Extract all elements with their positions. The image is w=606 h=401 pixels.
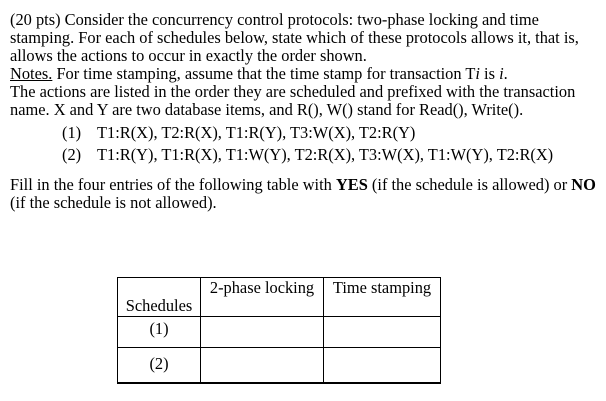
row-label: (2) (149, 354, 169, 373)
instruction-text-1: Fill in the four entries of the following table with (10, 175, 336, 194)
notes-label: Notes. (10, 64, 53, 83)
schedule-item (10, 122, 600, 144)
answer-table (117, 277, 441, 384)
header-2pl: 2-phase locking (201, 278, 324, 317)
no-label: NO (571, 175, 596, 194)
notes-italic-i2: i (499, 64, 504, 83)
schedule-actions: T1:R(X), T2:R(X), T1:R(Y), T3:W(X), T2:R(Y) (97, 123, 416, 142)
intro-paragraph: (20 pts) Consider the concurrency control protocols: two-phase locking and time stamping. For each of schedules below, state which of these protocols allows it, that is, allows the actions to occur in exactly the order shown. (10, 10, 579, 65)
question-page (10, 11, 600, 212)
notes-paragraph (10, 65, 600, 119)
table-header-row (118, 278, 441, 317)
notes-rest: The actions are listed in the order they are scheduled and prefixed with the transaction name. X and Y are two database items, and R(), W() stand for Read(), Write(). (10, 82, 576, 119)
row-label-cell (118, 348, 201, 384)
schedule-number: (1) (62, 123, 82, 142)
schedule-item (10, 144, 600, 166)
corner-label: Schedules (125, 296, 193, 315)
instruction-text-3: (if the schedule is not allowed). (10, 193, 217, 212)
schedule-actions: T1:R(Y), T1:R(X), T1:W(Y), T2:R(X), T3:W(X), T1:W(Y), T2:R(X) (97, 145, 554, 164)
schedule-number: (2) (62, 145, 82, 164)
yes-label: YES (335, 175, 368, 194)
answer-cell-1-2pl[interactable] (201, 317, 324, 348)
schedule-list (10, 122, 600, 166)
row-label-cell (118, 317, 201, 348)
instruction-paragraph (10, 176, 600, 212)
answer-cell-2-timestamp[interactable] (324, 348, 441, 384)
notes-text-2: is (479, 64, 500, 83)
corner-cell (118, 278, 201, 317)
instruction-text-2: (if the schedule is allowed) or (367, 175, 572, 194)
row-label: (1) (149, 319, 169, 338)
answer-cell-1-timestamp[interactable] (324, 317, 441, 348)
header-timestamp: Time stamping (324, 278, 441, 317)
notes-text-3: . (503, 64, 508, 83)
notes-text-1: For time stamping, assume that the time stamp for transaction T (52, 64, 476, 83)
answer-cell-2-2pl[interactable] (201, 348, 324, 384)
table-row (118, 348, 441, 384)
table-row (118, 317, 441, 348)
notes-italic-i: i (475, 64, 480, 83)
